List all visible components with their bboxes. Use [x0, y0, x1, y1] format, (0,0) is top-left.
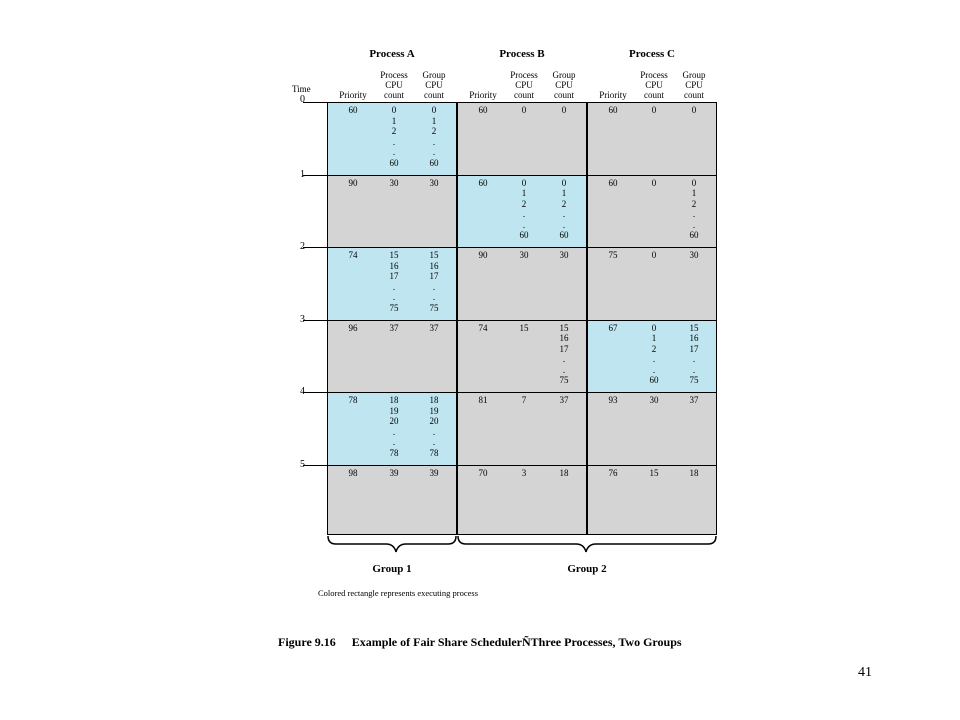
cell-value: 1: [651, 333, 657, 344]
cell-value: 39: [389, 467, 399, 478]
cell-value: 15: [429, 250, 439, 260]
cell-value: 90: [348, 177, 358, 188]
cell-value: 2: [431, 126, 437, 137]
cell-value: 1: [391, 115, 397, 126]
cell-value: 78: [348, 395, 358, 405]
cell-value: 30: [429, 177, 439, 188]
cell-value: .: [692, 219, 696, 230]
figure-number: Figure 9.16: [278, 635, 336, 649]
cell-value: 17: [559, 343, 569, 354]
cell-value: .: [562, 354, 566, 365]
column-header-priority: Priority: [599, 90, 627, 100]
cell-value: .: [392, 426, 396, 437]
page-number: 41: [858, 665, 872, 680]
cell-value: 0: [691, 105, 697, 115]
cell-value: 15: [689, 322, 699, 333]
cell-value: 0: [651, 322, 657, 333]
cell-value: .: [432, 147, 436, 158]
process-a-header: Process A: [369, 48, 415, 60]
cell-value: 93: [608, 395, 618, 405]
cell-value: .: [562, 219, 566, 230]
cell-value: 75: [559, 375, 569, 386]
cell-value: 18: [389, 395, 399, 405]
cell-value: 15: [519, 322, 529, 333]
grid-outline: [327, 102, 717, 535]
cell-value: 75: [689, 375, 699, 386]
column-header-group-cpu-count: Group CPU count: [552, 70, 576, 100]
time-tick-label: 4: [300, 386, 305, 397]
cell-value: 19: [429, 405, 439, 416]
cell-value: 0: [431, 105, 437, 115]
cell-value: 37: [389, 322, 399, 333]
cell-value: 67: [608, 322, 618, 333]
cell-value: 37: [689, 395, 699, 405]
group-braces: [320, 536, 720, 558]
cell-value: .: [392, 147, 396, 158]
cell-value: 15: [389, 250, 399, 260]
cell-value: 16: [429, 260, 439, 271]
cell-value: 39: [429, 467, 439, 478]
cell-value: 70: [478, 467, 488, 478]
cell-value: 81: [478, 395, 488, 405]
cell-value: 60: [389, 157, 399, 168]
cell-value: 60: [649, 375, 659, 386]
cell-value: 75: [608, 250, 618, 260]
cell-value: 2: [691, 198, 697, 209]
cell-value: 78: [429, 447, 439, 458]
cell-value: 60: [348, 105, 358, 115]
cell-value: 60: [689, 230, 699, 241]
cell-value: 0: [691, 177, 697, 188]
legend-note: Colored rectangle represents executing process: [318, 588, 479, 598]
cell-value: 1: [561, 188, 567, 199]
column-header-priority: Priority: [339, 90, 367, 100]
cell-value: 78: [389, 447, 399, 458]
cell-value: 30: [559, 250, 569, 260]
column-header-process-cpu-count: Process CPU count: [640, 70, 668, 100]
cell-value: .: [432, 292, 436, 303]
cell-value: 90: [478, 250, 488, 260]
cell-value: 30: [649, 395, 659, 405]
cell-value: 75: [429, 302, 439, 313]
cell-value: 7: [521, 395, 527, 405]
cell-value: 18: [689, 467, 699, 478]
cell-value: 2: [561, 198, 567, 209]
column-header-priority: Priority: [469, 90, 497, 100]
cell-value: 19: [389, 405, 399, 416]
time-tick-label: 3: [300, 313, 305, 325]
time-tick-label: 0: [300, 94, 305, 105]
cell-value: 98: [348, 467, 358, 478]
figure-caption: [278, 635, 682, 650]
cell-value: 0: [561, 105, 567, 115]
cell-value: 17: [689, 343, 699, 354]
cell-value: 60: [559, 230, 569, 241]
column-header-group-cpu-count: Group CPU count: [682, 70, 706, 100]
cell-value: 0: [391, 105, 397, 115]
cell-value: 3: [521, 467, 527, 478]
cell-value: 16: [389, 260, 399, 271]
cell-value: 0: [651, 105, 657, 115]
cell-value: .: [432, 426, 436, 437]
group-1-label: Group 1: [372, 563, 412, 575]
cell-value: .: [392, 136, 396, 147]
cell-value: 37: [559, 395, 569, 405]
cell-value: 60: [519, 230, 529, 241]
cell-value: .: [432, 136, 436, 147]
cell-value: .: [652, 354, 656, 365]
cell-value: 30: [389, 177, 399, 188]
cell-value: 16: [559, 333, 569, 344]
cell-value: 37: [429, 322, 439, 333]
cell-value: .: [652, 364, 656, 375]
cell-value: .: [692, 354, 696, 365]
cell-value: 20: [429, 416, 439, 427]
cell-value: 17: [389, 271, 399, 282]
process-c-header: Process C: [629, 48, 675, 60]
cell-value: 60: [429, 157, 439, 168]
cell-value: .: [522, 219, 526, 230]
time-tick-label: 5: [300, 458, 305, 470]
time-tick-label: 1: [300, 168, 305, 180]
cell-value: 1: [691, 188, 697, 199]
cell-value: 2: [521, 198, 527, 209]
cell-value: 17: [429, 271, 439, 282]
cell-value: 15: [649, 467, 659, 478]
cell-value: .: [692, 209, 696, 220]
cell-value: 60: [478, 177, 488, 188]
cell-value: 0: [651, 250, 657, 260]
cell-value: .: [432, 281, 436, 292]
cell-value: 2: [651, 343, 657, 354]
cell-value: 60: [608, 177, 618, 188]
group-2-brace: [458, 536, 716, 552]
group-1-brace: [328, 536, 456, 552]
cell-value: .: [692, 364, 696, 375]
cell-value: 0: [521, 177, 527, 188]
cell-value: .: [432, 437, 436, 448]
cell-value: 18: [429, 395, 439, 405]
figure-title: Example of Fair Share SchedulerÑThree Processes, Two Groups: [351, 635, 682, 649]
cell-value: .: [562, 209, 566, 220]
cell-value: 0: [561, 177, 567, 188]
group-2-label: Group 2: [567, 563, 607, 575]
cell-value: 1: [521, 188, 527, 199]
cell-value: 18: [559, 467, 569, 478]
column-header-process-cpu-count: Process CPU count: [380, 70, 408, 100]
cell-value: 30: [689, 250, 699, 260]
cell-value: .: [562, 364, 566, 375]
cell-value: .: [392, 281, 396, 292]
cell-value: 15: [559, 322, 569, 333]
time-tick-label: 2: [300, 241, 305, 252]
cell-value: 74: [348, 250, 358, 260]
cell-value: 96: [348, 322, 358, 333]
cell-value: .: [522, 209, 526, 220]
cell-value: .: [392, 292, 396, 303]
cell-value: 75: [389, 302, 399, 313]
process-b-header: Process B: [499, 48, 545, 60]
cell-value: 2: [391, 126, 397, 137]
cell-value: 60: [608, 105, 618, 115]
cell-value: 60: [478, 105, 488, 115]
cell-value: 16: [689, 333, 699, 344]
column-header-process-cpu-count: Process CPU count: [510, 70, 538, 100]
column-header-group-cpu-count: Group CPU count: [422, 70, 446, 100]
cell-value: 1: [431, 115, 437, 126]
cell-value: .: [392, 437, 396, 448]
time-axis-label: Time: [292, 84, 311, 94]
cell-value: 0: [521, 105, 527, 115]
cell-value: 20: [389, 416, 399, 427]
cell-value: 30: [519, 250, 529, 260]
cell-value: 74: [478, 322, 488, 333]
cell-value: 0: [651, 177, 657, 188]
cell-value: 76: [608, 467, 618, 478]
